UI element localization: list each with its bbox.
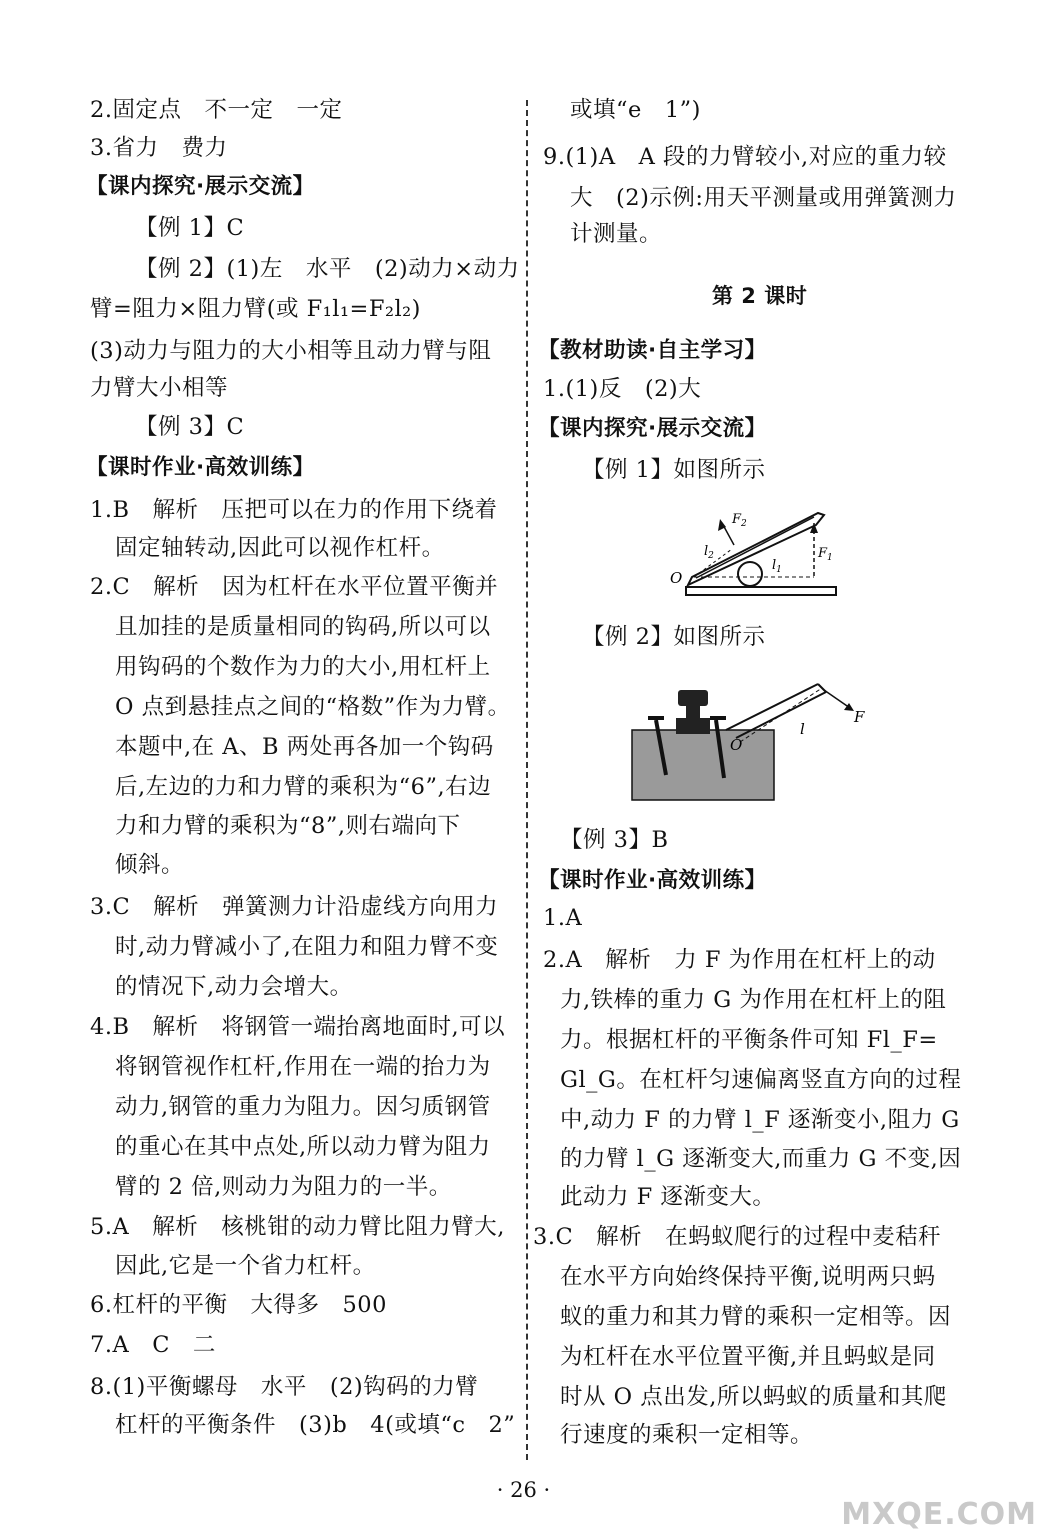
answer-line: 在水平方向始终保持平衡,说明两只蚂 [560, 1264, 936, 1290]
answer-line: 固定轴转动,因此可以视作杠杆。 [115, 535, 445, 561]
answer-line: 力,铁棒的重力 G 为作用在杠杆上的阻 [560, 987, 947, 1013]
base-plate [686, 587, 836, 595]
answer-line: 将钢管视作杠杆,作用在一端的抬力为 [115, 1054, 491, 1080]
example-line: 【例 2】如图所示 [582, 624, 766, 650]
answer-line: 3.省力 费力 [90, 135, 228, 161]
answer-line: 大 (2)示例:用天平测量或用弹簧测力 [570, 185, 957, 211]
lever-inner-line [696, 517, 814, 578]
answer-line: 1.A [543, 905, 583, 931]
answer-line: 6.杠杆的平衡 大得多 500 [90, 1292, 387, 1318]
example-line: 【例 3】B [560, 827, 669, 853]
answer-line: O 点到悬挂点之间的“格数”作为力臂。 [115, 694, 511, 720]
f1-label: $F_1$ [818, 546, 833, 563]
answer-line: 计测量。 [570, 221, 663, 247]
example-line: 【例 3】C [135, 414, 245, 440]
answer-line: 为杠杆在水平位置平衡,并且蚂蚁是同 [560, 1344, 936, 1370]
lever-arm [688, 513, 824, 585]
section-header: 【教材助读·自主学习】 [538, 338, 767, 363]
arm-l-label: l [800, 720, 805, 738]
lesson-title: 第 2 课时 [712, 284, 808, 308]
answer-line: 杠杆的平衡条件 (3)b 4(或填“c 2” [115, 1412, 516, 1438]
example-line: 【例 2】(1)左 水平 (2)动力×动力 [135, 256, 520, 282]
rail-web [686, 704, 700, 720]
answer-line: 3.C 解析 弹簧测力计沿虚线方向用力 [90, 894, 499, 920]
answer-line: 的力臂 l_G 逐渐变大,而重力 G 不变,因 [560, 1146, 962, 1172]
answer-line: 的情况下,动力会增大。 [115, 974, 353, 1000]
answer-line: 行速度的乘积一定相等。 [560, 1422, 814, 1448]
example-line: 【例 1】C [135, 215, 245, 241]
arm-l-line [740, 688, 822, 742]
answer-line: (3)动力与阻力的大小相等且动力臂与阻 [90, 338, 492, 364]
answer-line: 9.(1)A A 段的力臂较小,对应的重力较 [543, 144, 947, 170]
section-header: 【课内探究·展示交流】 [538, 416, 767, 441]
answer-line: 时,动力臂减小了,在阻力和阻力臂不变 [115, 934, 499, 960]
section-header: 【课内探究·展示交流】 [86, 174, 315, 199]
answer-line: 臂的 2 倍,则动力为阻力的一半。 [115, 1174, 452, 1200]
page-number: · 26 · [496, 1478, 551, 1502]
wood-block [632, 730, 774, 800]
pivot-o-label: O [730, 736, 743, 754]
answer-line: 7.A C 二 [90, 1332, 216, 1358]
answer-line: 时从 O 点出发,所以蚂蚁的质量和其爬 [560, 1384, 947, 1410]
answer-line: 5.A 解析 核桃钳的动力臂比阻力臂大, [90, 1214, 505, 1240]
answer-line: 4.B 解析 将钢管一端抬离地面时,可以 [90, 1014, 506, 1040]
answer-line: 动力,钢管的重力为阻力。因匀质钢管 [115, 1094, 491, 1120]
answer-line: 或填“e 1”) [570, 97, 701, 123]
l2-label: $l_2$ [704, 544, 714, 561]
force-f-label: F [854, 708, 865, 726]
watermark: MXQE.COM [841, 1497, 1037, 1532]
answer-line: 本题中,在 A、B 两处再各加一个钩码 [115, 734, 494, 760]
f2-label: $F_2$ [732, 512, 747, 529]
answer-line: 2.C 解析 因为杠杆在水平位置平衡并 [90, 574, 499, 600]
answer-line: 3.C 解析 在蚂蚁爬行的过程中麦秸秆 [533, 1224, 942, 1250]
answer-line: 臂=阻力×阻力臂(或 F₁l₁=F₂l₂) [90, 296, 421, 322]
answer-line: 2.固定点 不一定 一定 [90, 97, 343, 123]
pivot-o-label: O [670, 569, 683, 587]
answer-line: 1.B 解析 压把可以在力的作用下绕着 [90, 497, 498, 523]
force-f-arrow [824, 690, 850, 708]
answer-line: 用钩码的个数作为力的大小,用杠杆上 [115, 654, 491, 680]
section-header: 【课时作业·高效训练】 [538, 868, 767, 893]
answer-line: 蚁的重力和其力臂的乘积一定相等。因 [560, 1304, 952, 1330]
walnut-circle [738, 562, 762, 586]
answer-line: 此动力 F 逐渐变大。 [560, 1184, 776, 1210]
answer-line: 力和力臂的乘积为“8”,则右端向下 [115, 813, 461, 839]
answer-line: Gl_G。在杠杆匀速偏离竖直方向的过程 [560, 1067, 962, 1093]
answer-line: 后,左边的力和力臂的乘积为“6”,右边 [115, 774, 492, 800]
rail-head [678, 690, 708, 706]
answer-line: 倾斜。 [115, 852, 185, 878]
answer-line: 1.(1)反 (2)大 [543, 376, 702, 402]
answer-line: 2.A 解析 力 F 为作用在杠杆上的动 [543, 947, 936, 973]
lever-figure-1 [666, 505, 844, 605]
rail-base [676, 718, 710, 734]
answer-line: 中,动力 F 的力臂 l_F 逐渐变小,阻力 G [560, 1107, 960, 1133]
lever-figure-2 [628, 670, 878, 805]
column-divider [526, 100, 528, 1460]
nail-right-head [710, 716, 726, 720]
answer-line: 力臂大小相等 [90, 375, 229, 401]
l1-label: $l_1$ [772, 558, 782, 575]
answer-line: 力。根据杠杆的平衡条件可知 Fl_F= [560, 1027, 938, 1053]
answer-line: 且加挂的是质量相同的钩码,所以可以 [115, 614, 491, 640]
section-header: 【课时作业·高效训练】 [86, 455, 315, 480]
answer-line: 8.(1)平衡螺母 水平 (2)钩码的力臂 [90, 1374, 479, 1400]
nail-left-head [648, 716, 664, 720]
answer-line: 的重心在其中点处,所以动力臂为阻力 [115, 1134, 491, 1160]
example-line: 【例 1】如图所示 [582, 457, 766, 483]
answer-line: 因此,它是一个省力杠杆。 [115, 1253, 376, 1279]
